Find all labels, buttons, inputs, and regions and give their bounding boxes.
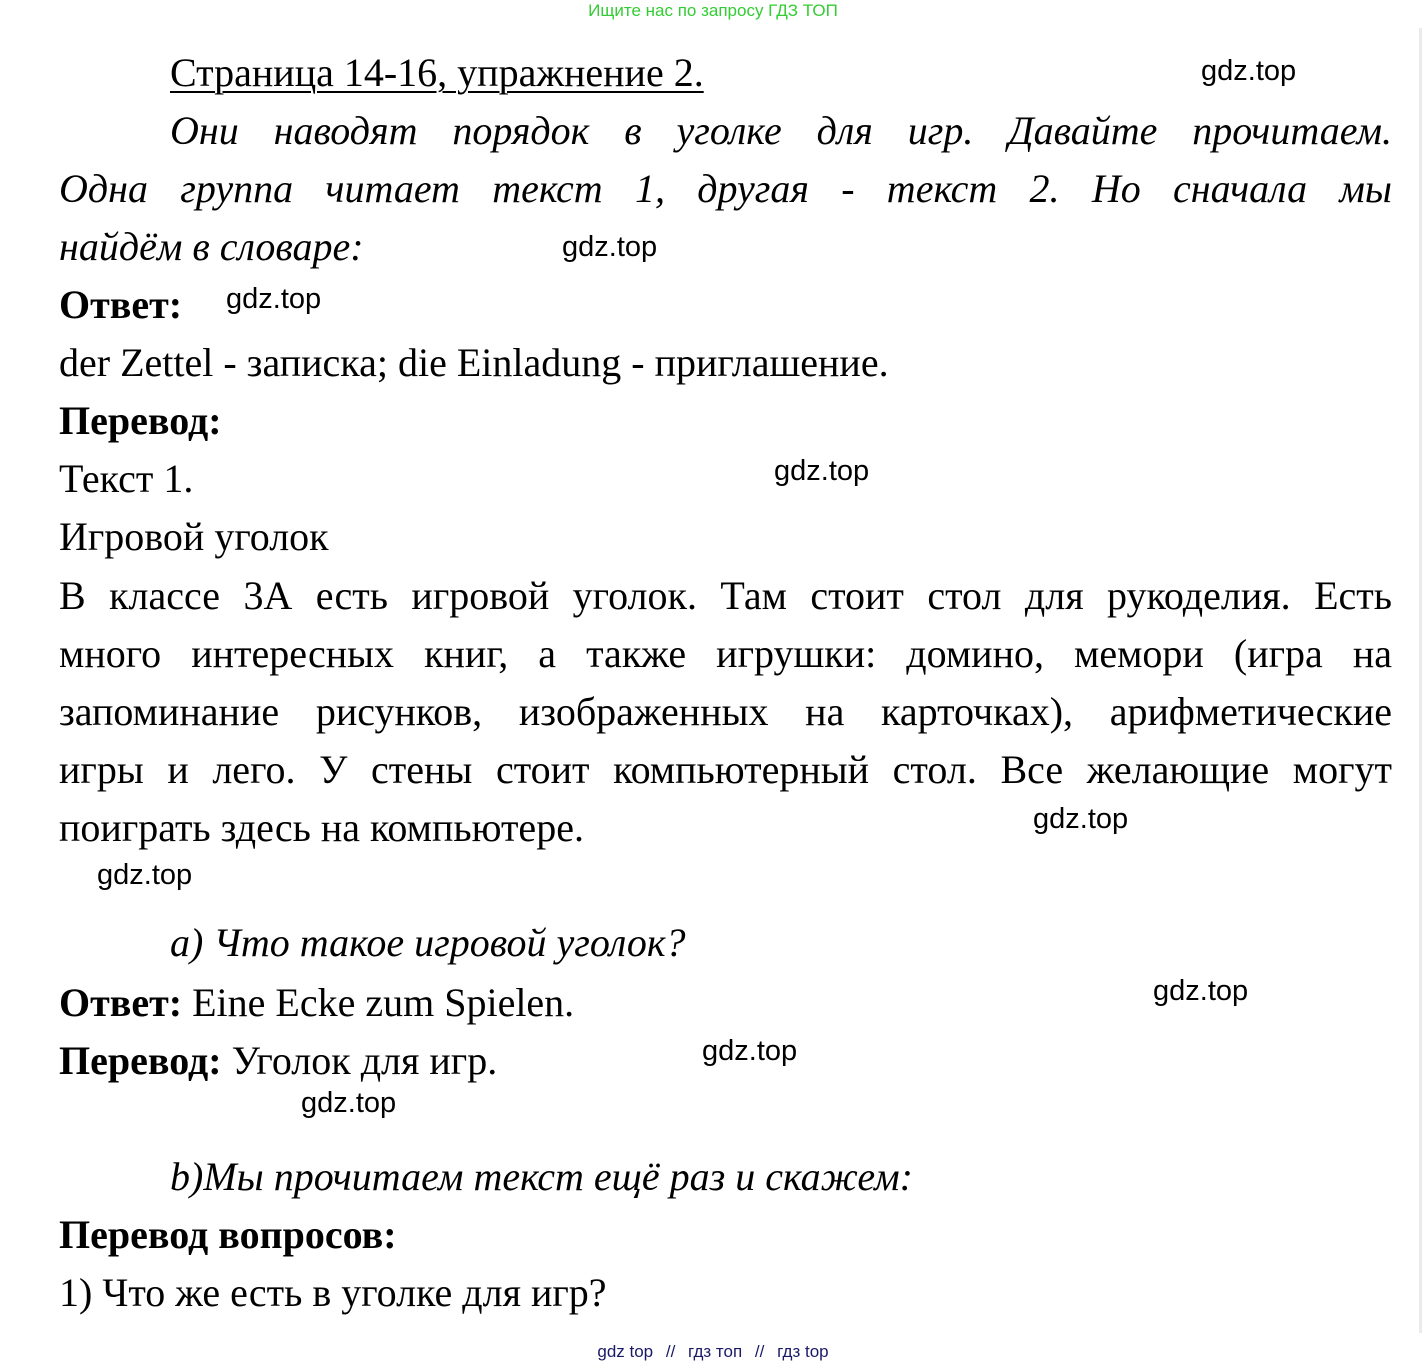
questions-translation-label: Перевод вопросов: bbox=[59, 1212, 397, 1257]
question-1: 1) Что же есть в уголке для игр? bbox=[59, 1270, 607, 1315]
answer-a-text: Eine Ecke zum Spielen. bbox=[182, 980, 575, 1025]
watermark: gdz.top bbox=[774, 455, 870, 487]
paragraph-line-1: В классе 3А есть игровой уголок. Там стоит стол для рукоделия. Есть bbox=[59, 573, 1392, 618]
footer-link-gdz-top-mixed[interactable]: гдз top bbox=[777, 1342, 829, 1361]
answer-label: Ответ: bbox=[59, 282, 183, 327]
paragraph-line-5: поиграть здесь на компьютере. bbox=[59, 805, 584, 850]
watermark: gdz.top bbox=[562, 231, 658, 263]
top-banner: Ищите нас по запросу ГДЗ ТОП bbox=[588, 1, 838, 20]
watermark: gdz.top bbox=[1153, 975, 1249, 1007]
footer-link-gdz-top-ru[interactable]: гдз топ bbox=[688, 1342, 743, 1361]
paragraph-line-4: игры и лего. У стены стоит компьютерный стол. Все желающие могут bbox=[59, 747, 1392, 792]
question-a: a) Что такое игровой уголок? bbox=[170, 920, 686, 965]
footer-separator: // bbox=[754, 1342, 765, 1361]
watermark: gdz.top bbox=[1033, 803, 1129, 835]
page-heading: Страница 14-16, упражнение 2. bbox=[170, 50, 704, 95]
answer-text: der Zettel - записка; die Einladung - приглашение. bbox=[59, 340, 889, 385]
text-title: Текст 1. bbox=[59, 456, 194, 501]
translation-a-text: Уголок для игр. bbox=[221, 1038, 498, 1083]
answer-a-label: Ответ: bbox=[59, 980, 183, 1025]
translation-label: Перевод: bbox=[59, 398, 222, 443]
footer-separator: // bbox=[665, 1342, 676, 1361]
footer-link-gdz-top[interactable]: gdz top bbox=[597, 1342, 654, 1361]
paragraph-line-2: много интересных книг, а также игрушки: домино, мемори (игра на bbox=[59, 631, 1392, 676]
watermark: gdz.top bbox=[97, 859, 193, 891]
watermark: gdz.top bbox=[702, 1035, 798, 1067]
watermark: gdz.top bbox=[1201, 55, 1297, 87]
translation-a-label: Перевод: bbox=[59, 1038, 222, 1083]
watermark: gdz.top bbox=[226, 283, 322, 315]
right-divider bbox=[1419, 28, 1422, 1333]
footer-links bbox=[0, 1341, 1426, 1363]
task-line-2: Одна группа читает текст 1, другая - текст 2. Но сначала мы bbox=[59, 166, 1392, 211]
paragraph-line-3: запоминание рисунков, изображенных на карточках), арифметические bbox=[59, 689, 1392, 734]
watermark: gdz.top bbox=[301, 1087, 397, 1119]
question-b: b)Мы прочитаем текст ещё раз и скажем: bbox=[170, 1154, 913, 1199]
text-subtitle: Игровой уголок bbox=[59, 514, 329, 559]
task-line-3: найдём в словаре: bbox=[59, 224, 364, 269]
task-line-1: Они наводят порядок в уголке для игр. Давайте прочитаем. bbox=[170, 108, 1392, 153]
